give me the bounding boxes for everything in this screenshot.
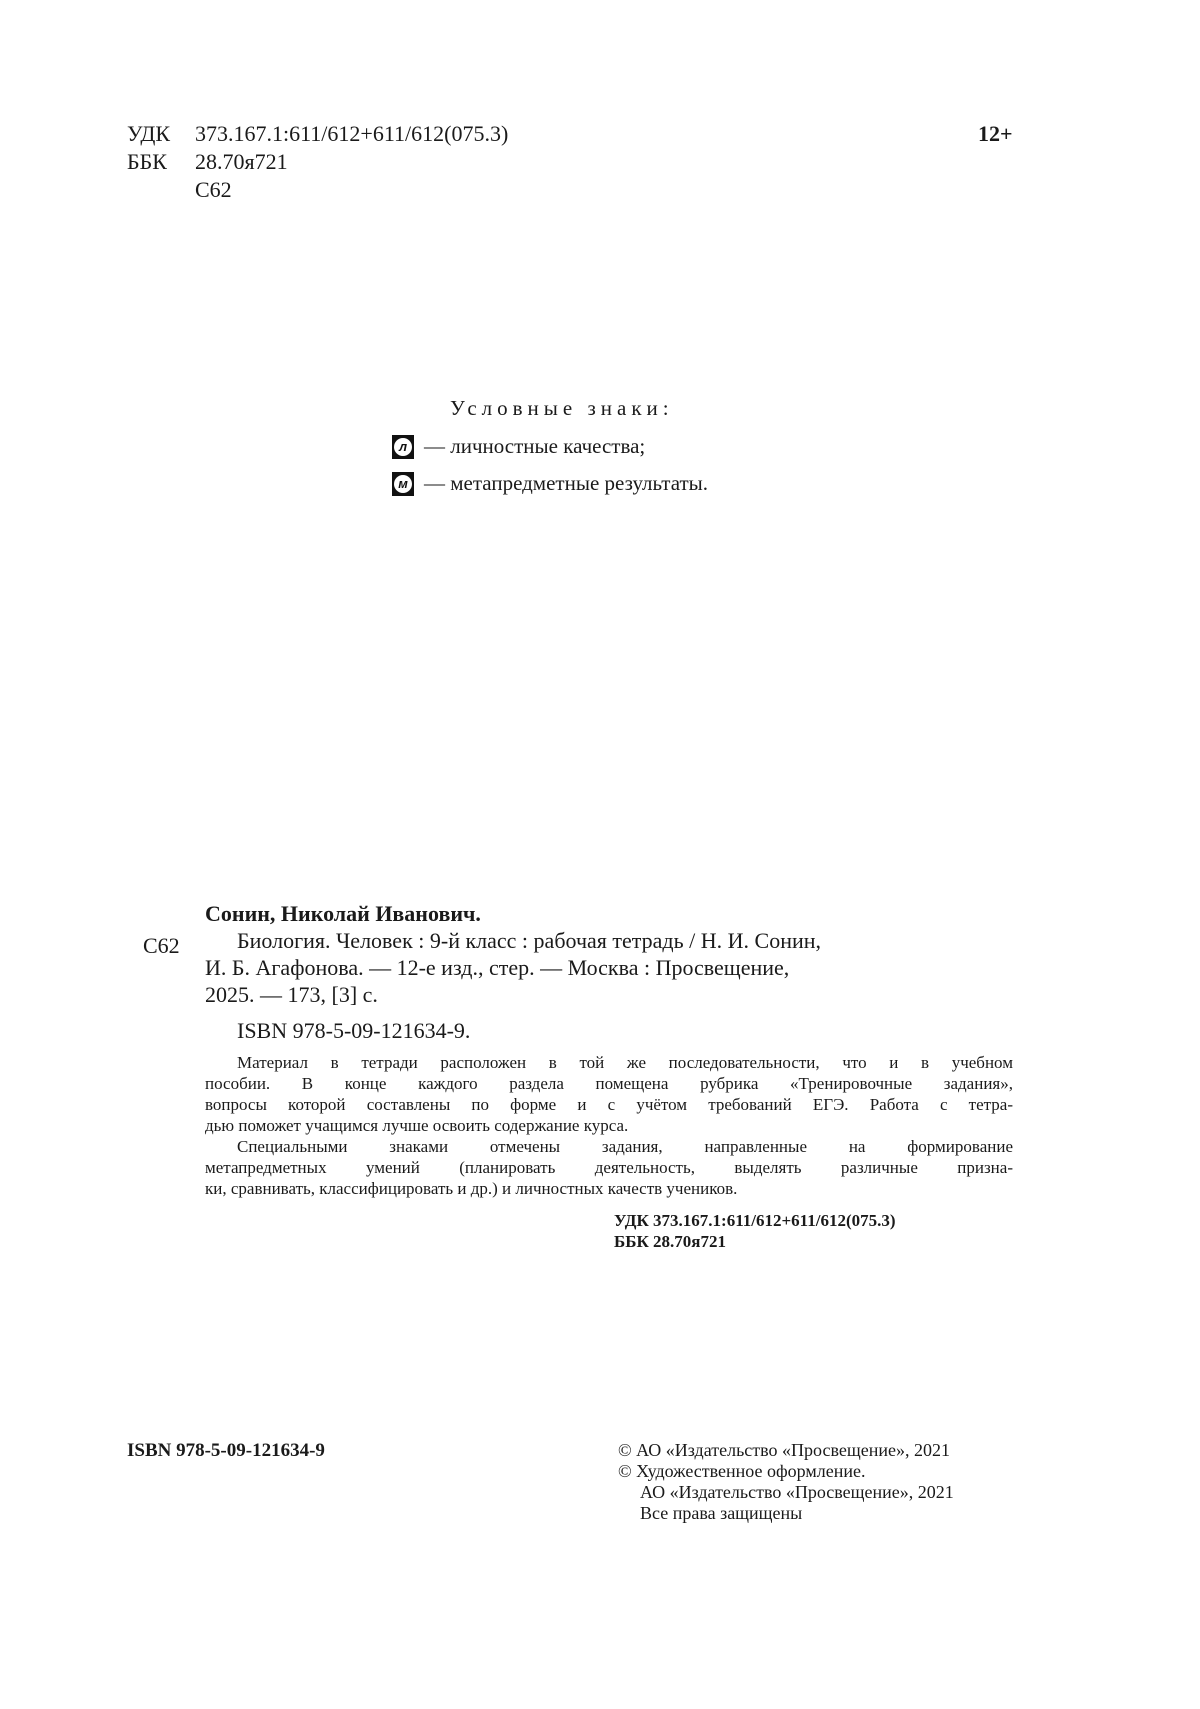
legend-item-meta	[392, 471, 708, 496]
catalog-line-1: Биология. Человек : 9-й класс : рабочая тетрадь / Н. И. Сонин,	[237, 928, 822, 953]
annotation-line: ки, сравнивать, классифицировать и др.) и личностных качеств учеников.	[205, 1179, 738, 1198]
annotation-line: пособии. В конце каждого раздела помещена рубрика «Тренировочные задания»,	[205, 1074, 1013, 1093]
copyright-line-3: АО «Издательство «Просвещение», 2021	[640, 1482, 954, 1502]
bbk-label: ББК	[127, 149, 167, 174]
author-mark: С62	[195, 177, 232, 202]
catalog-bbk: ББК 28.70я721	[614, 1232, 727, 1251]
udk-value: 373.167.1:611/612+611/612(075.3)	[195, 121, 509, 146]
annotation-line: метапредметных умений (планировать деятельность, выделять различные призна-	[205, 1158, 1013, 1177]
udk-label: УДК	[127, 121, 171, 146]
legend-item-text: — метапредметные результаты.	[424, 471, 709, 495]
catalog-line-2: И. Б. Агафонова. — 12-е изд., стер. — Москва : Просвещение,	[205, 955, 790, 980]
legend-item-text: — личностные качества;	[424, 434, 646, 458]
metasubject-results-icon: м	[392, 472, 414, 496]
annotation-line: Материал в тетради расположен в той же последовательности, что и в учебном	[237, 1053, 1013, 1072]
copyright-line-2: © Художественное оформление.	[618, 1461, 866, 1481]
copyright-line-1: © АО «Издательство «Просвещение», 2021	[618, 1440, 950, 1460]
age-rating: 12+	[978, 121, 1013, 146]
catalog-udk: УДК 373.167.1:611/612+611/612(075.3)	[614, 1211, 896, 1230]
catalog-line-3: 2025. — 173, [3] с.	[205, 982, 378, 1007]
header-bbk-line	[127, 148, 288, 176]
annotation-line: вопросы которой составлены по форме и с учётом требований ЕГЭ. Работа с тетра-	[205, 1095, 1013, 1114]
annotation-line: Специальными знаками отмечены задания, направленные на формирование	[237, 1137, 1013, 1156]
legend-item-personal	[392, 434, 645, 459]
footer-isbn: ISBN 978-5-09-121634-9	[127, 1440, 325, 1461]
catalog-mark: С62	[143, 933, 180, 958]
header-udk-line	[127, 120, 508, 148]
catalog-author: Сонин, Николай Иванович.	[205, 901, 481, 926]
catalog-annotation	[205, 1052, 1013, 1199]
bbk-value: 28.70я721	[195, 149, 288, 174]
catalog-isbn: ISBN 978-5-09-121634-9.	[237, 1018, 471, 1043]
annotation-line: дью поможет учащимся лучше освоить содержание курса.	[205, 1116, 629, 1135]
personal-qualities-icon: л	[392, 435, 414, 459]
legend-title: Условные знаки:	[450, 396, 674, 420]
copyright-line-4: Все права защищены	[640, 1503, 803, 1523]
